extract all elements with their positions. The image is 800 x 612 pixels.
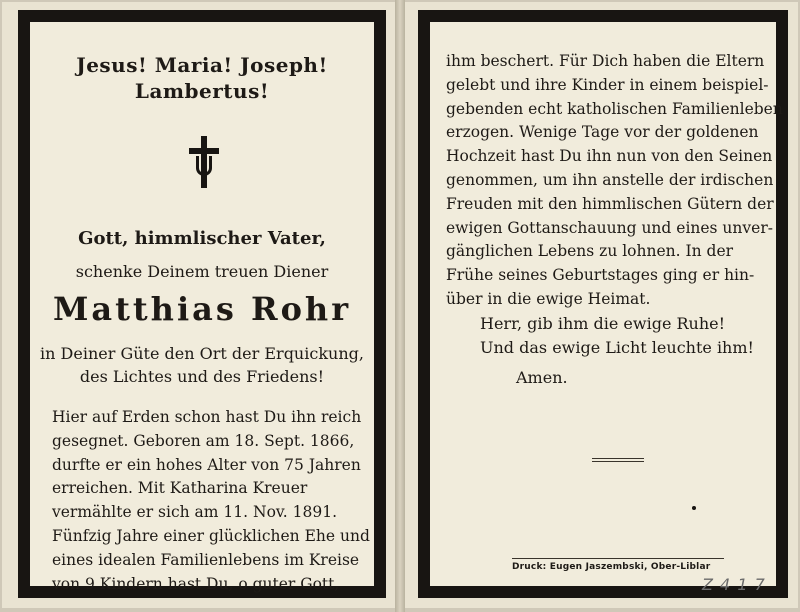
ink-dot bbox=[692, 506, 696, 510]
prayer-line-1: in Deiner Güte den Ort der Erquickung, bbox=[40, 344, 364, 363]
bio-line: von 9 Kindern hast Du, o guter Gott, bbox=[52, 574, 340, 593]
bio-line: gesegnet. Geboren am 18. Sept. 1866, bbox=[52, 431, 355, 450]
deceased-name: Matthias Rohr bbox=[52, 290, 352, 328]
text-line: ihm beschert. Für Dich haben die Eltern bbox=[446, 52, 765, 70]
prayer-text bbox=[30, 342, 374, 388]
card-fold bbox=[395, 0, 405, 612]
prayer-heading: Gott, himmlischer Vater, bbox=[78, 228, 326, 249]
left-card bbox=[2, 2, 395, 608]
text-line: gelebt und ihre Kinder in einem beispiel- bbox=[446, 75, 769, 94]
double-rule-divider bbox=[592, 458, 644, 462]
prayer-line-2: des Lichtes und des Friedens! bbox=[79, 367, 325, 386]
invocation-line-1: Jesus! Maria! Joseph! bbox=[76, 53, 328, 77]
catalog-mark: Z 4 1 7 bbox=[702, 575, 766, 594]
text-line: genommen, um ihn anstelle der irdischen bbox=[446, 170, 774, 189]
printer-rule bbox=[512, 558, 724, 559]
bio-line: Fünfzig Jahre einer glücklichen Ehe und bbox=[52, 526, 370, 545]
bio-line: eines idealen Familienlebens im Kreise bbox=[52, 550, 360, 569]
rest-line-2: Und das ewige Licht leuchte ihm! bbox=[480, 338, 754, 357]
eternal-rest-prayer bbox=[480, 312, 754, 360]
amen: Amen. bbox=[516, 368, 568, 387]
right-black-border-frame bbox=[418, 10, 788, 598]
bio-line: durfte er ein hohes Alter von 75 Jahren bbox=[52, 455, 361, 474]
invocation bbox=[30, 52, 374, 104]
bio-line: erreichen. Mit Katharina Kreuer bbox=[52, 479, 308, 498]
invocation-line-2: Lambertus! bbox=[134, 79, 270, 103]
text-line: über in die ewige Heimat. bbox=[446, 289, 651, 308]
rest-line-1: Herr, gib ihm die ewige Ruhe! bbox=[480, 314, 726, 333]
biography-text bbox=[52, 406, 370, 596]
bio-line: Hier auf Erden schon hast Du ihn reich bbox=[52, 408, 362, 426]
printer-imprint: Druck: Eugen Jaszembski, Ober-Liblar bbox=[512, 562, 711, 572]
text-line: erzogen. Wenige Tage vor der goldenen bbox=[446, 123, 759, 142]
prayer-subheading: schenke Deinem treuen Diener bbox=[75, 262, 329, 281]
text-line: Frühe seines Geburtstages ging er hin- bbox=[446, 266, 755, 285]
cross-icon bbox=[187, 136, 223, 188]
text-line: gänglichen Lebens zu lohnen. In der bbox=[446, 242, 734, 261]
right-card bbox=[405, 2, 798, 608]
text-line: gebenden echt katholischen Familienleben bbox=[446, 99, 783, 118]
text-line: Hochzeit hast Du ihn nun von den Seinen bbox=[446, 147, 773, 166]
continuation-text bbox=[446, 50, 783, 312]
bio-line: vermählte er sich am 11. Nov. 1891. bbox=[52, 503, 338, 522]
left-black-border-frame bbox=[18, 10, 386, 598]
text-line: ewigen Gottanschauung und eines unver- bbox=[446, 218, 773, 237]
text-line: Freuden mit den himmlischen Gütern der bbox=[446, 194, 774, 213]
